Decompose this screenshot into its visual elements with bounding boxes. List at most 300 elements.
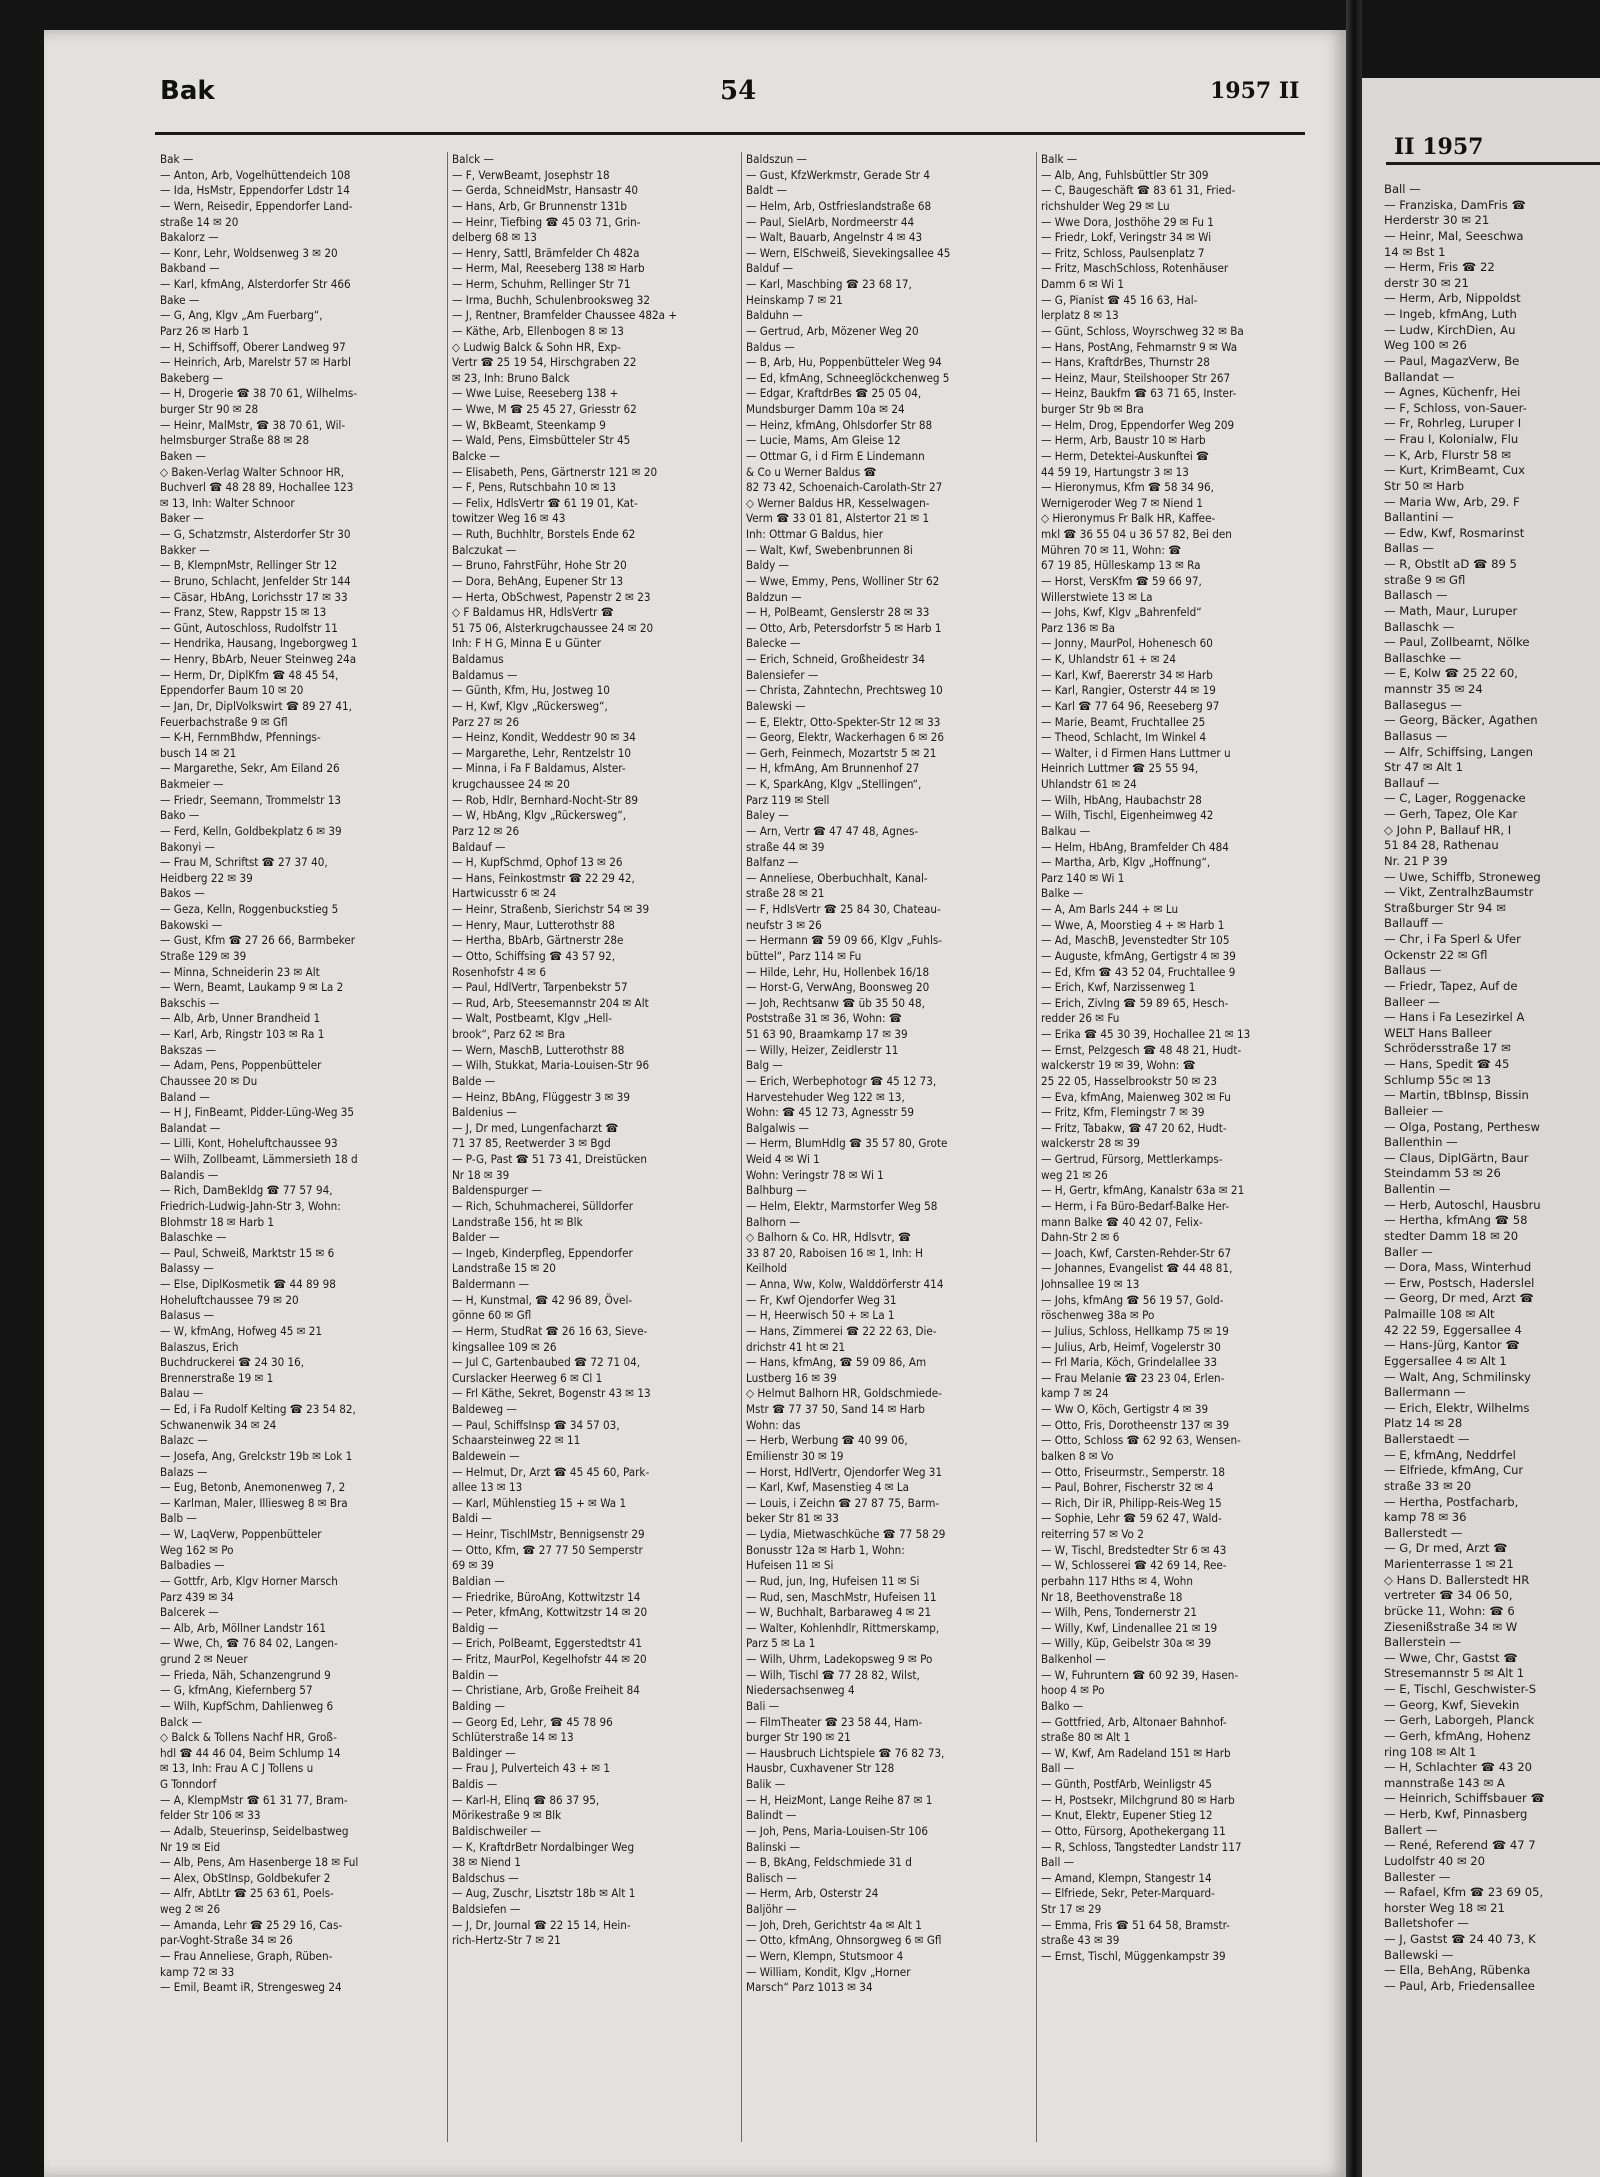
- facing-page-entry-line: Ballester —: [1384, 1869, 1451, 1884]
- directory-entry-line: — Paul, SielArb, Nordmeerstr 44: [746, 214, 915, 229]
- directory-entry-line: — Alex, ObStInsp, Goldbekufer 2: [160, 1870, 331, 1885]
- facing-page-entry-line: Balleer —: [1384, 994, 1440, 1009]
- directory-entry-line: lerplatz 8 ✉ 13: [1041, 308, 1119, 323]
- directory-entry-line: — B, KlempnMstr, Rellinger Str 12: [160, 558, 338, 573]
- directory-entry-line: — J, Rentner, Bramfelder Chaussee 482a +: [452, 308, 678, 323]
- directory-entry-line: — Anna, Ww, Kolw, Walddörferstr 414: [746, 1277, 944, 1291]
- directory-entry-line: — Fritz, MaurPol, Kegelhofstr 44 ✉ 20: [452, 1652, 647, 1666]
- directory-entry-line: Schwanenwik 34 ✉ 24: [160, 1417, 277, 1432]
- directory-entry-line: par-Voght-Straße 34 ✉ 26: [160, 1933, 293, 1948]
- facing-page-entry-line: Ballermann —: [1384, 1385, 1466, 1400]
- directory-entry-line: 44 59 19, Hartungstr 3 ✉ 13: [1041, 464, 1189, 479]
- directory-entry-line: — Amand, Klempn, Stangestr 14: [1041, 1870, 1212, 1885]
- facing-page-entry-line: — Math, Maur, Luruper: [1384, 603, 1518, 618]
- facing-page-entry-line: — K, Arb, Flurstr 58 ✉: [1384, 447, 1511, 462]
- directory-entry-line: Balasus —: [160, 1308, 215, 1323]
- directory-entry-line: Vertr ☎ 25 19 54, Hirschgraben 22: [452, 355, 637, 370]
- directory-entry-line: — Minna, i Fa F Baldamus, Alster-: [452, 761, 626, 776]
- directory-entry-line: — Wwe Luise, Reeseberg 138 +: [452, 386, 619, 401]
- directory-entry-line: — H, Kwf, Klgv „Rückersweg“,: [452, 698, 608, 713]
- directory-entry-line: Hartwicusstr 6 ✉ 24: [452, 886, 557, 901]
- directory-entry-line: — Otto, Schloss ☎ 62 92 63, Wensen-: [1041, 1433, 1241, 1448]
- directory-entry-line: Balder —: [452, 1230, 500, 1245]
- directory-entry-line: — Frau J, Pulverteich 43 + ✉ 1: [452, 1761, 611, 1776]
- directory-entry-line: — Erika ☎ 45 30 39, Hochallee 21 ✉ 13: [1041, 1027, 1251, 1041]
- directory-entry-line: — Emil, Beamt iR, Strengesweg 24: [160, 1980, 342, 1995]
- directory-entry-line: — Willy, Küp, Geibelstr 30a ✉ 39: [1041, 1636, 1212, 1651]
- directory-entry-line: — Herm, Arb, Baustr 10 ✉ Harb: [1041, 433, 1206, 448]
- directory-entry-line: — J, Dr, Journal ☎ 22 15 14, Hein-: [452, 1917, 631, 1932]
- directory-entry-line: — Hans, Zimmerei ☎ 22 22 63, Die-: [746, 1323, 937, 1338]
- directory-entry-line: — Gust, KfzWerkmstr, Gerade Str 4: [746, 167, 931, 182]
- directory-entry-line: Parz 140 ✉ Wi 1: [1041, 870, 1125, 885]
- directory-entry-line: — Else, DiplKosmetik ☎ 44 89 98: [160, 1277, 336, 1291]
- directory-entry-line: Poststraße 31 ✉ 36, Wohn: ☎: [746, 1011, 902, 1026]
- directory-entry-line: Bakonyi —: [160, 839, 215, 854]
- facing-page-entry-line: kamp 78 ✉ 36: [1384, 1510, 1467, 1525]
- directory-entry-line: — Wwe, M ☎ 25 45 27, Griesstr 62: [452, 402, 637, 416]
- directory-entry-line: — Rud, Arb, Steesemannstr 204 ✉ Alt: [452, 995, 649, 1010]
- directory-entry-line: — Herta, ObSchwest, Papenstr 2 ✉ 23: [452, 589, 651, 604]
- facing-page-entry-line: horster Weg 18 ✉ 21: [1384, 1900, 1505, 1915]
- directory-entry-line: — Gerda, SchneidMstr, Hansastr 40: [452, 183, 638, 198]
- directory-entry-line: straße 44 ✉ 39: [746, 839, 825, 854]
- directory-entry-line: büttel“, Parz 114 ✉ Fu: [746, 948, 862, 963]
- directory-entry-line: Feuerbachstraße 9 ✉ Gfl: [160, 714, 288, 729]
- directory-entry-line: — Hendrika, Hausang, Ingeborgweg 1: [160, 636, 358, 651]
- directory-entry-line: — Aug, Zuschr, Lisztstr 18b ✉ Alt 1: [452, 1886, 636, 1901]
- facing-page-entry-line: — Ludw, KirchDien, Au: [1384, 322, 1516, 337]
- directory-entry-line: Balassy —: [160, 1261, 214, 1276]
- directory-entry-line: — Frau Anneliese, Graph, Rüben-: [160, 1948, 333, 1963]
- directory-entry-line: perbahn 117 Hths ✉ 4, Wohn: [1041, 1573, 1193, 1588]
- directory-entry-line: — Herm, Schuhm, Rellinger Str 71: [452, 277, 631, 291]
- facing-page-entry-line: — Olga, Postang, Perthesw: [1384, 1119, 1540, 1134]
- directory-entry-line: burger Str 190 ✉ 21: [746, 1730, 851, 1745]
- directory-entry-line: Baldermann —: [452, 1277, 530, 1291]
- facing-page-entry-line: — Georg, Dr med, Arzt ☎: [1384, 1291, 1534, 1306]
- directory-entry-line: ◇ Hieronymus Fr Balk HR, Kaffee-: [1041, 511, 1216, 526]
- directory-entry-line: Bakband —: [160, 261, 220, 276]
- facing-page-entry-line: Str 47 ✉ Alt 1: [1384, 760, 1463, 775]
- directory-entry-line: — Hieronymus, Kfm ☎ 58 34 96,: [1041, 480, 1214, 495]
- directory-entry-line: — Otto, kfmAng, Ohnsorgweg 6 ✉ Gfl: [746, 1933, 942, 1948]
- directory-entry-line: — Wilh, HbAng, Haubachstr 28: [1041, 792, 1202, 807]
- directory-entry-line: — Minna, Schneiderin 23 ✉ Alt: [160, 964, 320, 979]
- directory-entry-line: Baldischweiler —: [452, 1823, 541, 1838]
- directory-entry-line: — Adam, Pens, Poppenbütteler: [160, 1058, 322, 1073]
- directory-entry-line: — Julius, Arb, Heimf, Vogelerstr 30: [1041, 1339, 1221, 1354]
- directory-entry-line: — Arn, Vertr ☎ 47 47 48, Agnes-: [746, 823, 919, 838]
- directory-entry-line: — K, KraftdrBetr Nordalbinger Weg: [452, 1839, 635, 1854]
- facing-page-entry-line: — Paul, Arb, Friedensallee: [1384, 1978, 1535, 1993]
- facing-page-entry-line: derstr 30 ✉ 21: [1384, 275, 1469, 290]
- directory-entry-line: ✉ 23, Inh: Bruno Balck: [452, 370, 570, 385]
- directory-entry-line: Friedrich-Ludwig-Jahn-Str 3, Wohn:: [160, 1198, 341, 1213]
- facing-page-entry-line: Ballauf —: [1384, 775, 1440, 790]
- directory-entry-line: busch 14 ✉ 21: [160, 745, 237, 760]
- directory-entry-line: Baldig —: [452, 1620, 499, 1635]
- directory-entry-line: — F, HdlsVertr ☎ 25 84 30, Chateau-: [746, 902, 941, 916]
- directory-entry-line: Straße 129 ✉ 39: [160, 948, 247, 963]
- directory-entry-line: 67 19 85, Hülleskamp 13 ✉ Ra: [1041, 558, 1201, 573]
- directory-entry-line: — Bruno, FahrstFühr, Hohe Str 20: [452, 558, 627, 573]
- directory-entry-line: Baldi —: [452, 1511, 492, 1526]
- directory-entry-line: Brennerstraße 19 ✉ 1: [160, 1370, 274, 1385]
- facing-page-entry-line: Ballaschke —: [1384, 650, 1462, 665]
- directory-entry-line: — Alb, Ang, Fuhlsbüttler Str 309: [1041, 167, 1209, 182]
- directory-entry-line: ✉ 13, Inh: Walter Schnoor: [160, 495, 295, 510]
- directory-entry-line: Balinski —: [746, 1839, 801, 1854]
- directory-entry-line: Baker —: [160, 511, 204, 526]
- directory-entry-line: — Henry, BbArb, Neuer Steinweg 24a: [160, 652, 357, 666]
- facing-page-entry-line: — Dora, Mass, Winterhud: [1384, 1260, 1532, 1275]
- directory-entry-line: Balcerek —: [160, 1605, 219, 1620]
- directory-entry-line: — Ed, i Fa Rudolf Kelting ☎ 23 54 82,: [160, 1402, 356, 1416]
- directory-entry-line: — Gottfried, Arb, Altonaer Bahnhof-: [1041, 1714, 1227, 1729]
- directory-entry-line: — Fritz, Kfm, Flemingstr 7 ✉ 39: [1041, 1105, 1205, 1120]
- directory-entry-line: beker Str 81 ✉ 33: [746, 1511, 839, 1526]
- directory-entry-line: — Otto, Fris, Dorotheenstr 137 ✉ 39: [1041, 1417, 1230, 1432]
- directory-entry-line: burger Str 9b ✉ Bra: [1041, 402, 1144, 416]
- directory-entry-line: Parz 12 ✉ 26: [452, 823, 520, 838]
- facing-page-entry-line: — Herb, Autoschl, Hausbru: [1384, 1197, 1541, 1212]
- directory-entry-line: — Walter, Kohlenhdlr, Rittmerskamp,: [746, 1620, 940, 1635]
- directory-entry-line: gönne 60 ✉ Gfl: [452, 1308, 532, 1323]
- directory-entry-line: Baldenius —: [452, 1105, 517, 1120]
- directory-entry-line: weg 2 ✉ 26: [160, 1902, 221, 1916]
- directory-entry-line: Baldus —: [746, 339, 795, 354]
- facing-page-entry-line: Ballas —: [1384, 541, 1434, 556]
- directory-entry-line: — W, HbAng, Klgv „Rückersweg“,: [452, 808, 627, 823]
- directory-entry-line: — Heinr, MalMstr, ☎ 38 70 61, Wil-: [160, 417, 346, 432]
- directory-entry-line: Balg —: [746, 1058, 783, 1073]
- directory-entry-line: Bakeberg —: [160, 370, 224, 385]
- directory-entry-line: — Frl Maria, Köch, Grindelallee 33: [1041, 1355, 1218, 1370]
- directory-entry-line: Bakalorz —: [160, 230, 219, 245]
- directory-entry-line: — Rich, Dir iR, Philipp-Reis-Weg 15: [1041, 1495, 1222, 1510]
- directory-entry-line: — Wilh, Pens, Tondernerstr 21: [1041, 1605, 1198, 1620]
- directory-entry-line: — Jan, Dr, DiplVolkswirt ☎ 89 27 41,: [160, 698, 352, 713]
- facing-page-edge: [1362, 78, 1600, 2177]
- directory-entry-line: — Hilde, Lehr, Hu, Hollenbek 16/18: [746, 964, 930, 979]
- directory-entry-line: Inh: Ottmar G Baldus, hier: [746, 527, 884, 541]
- directory-entry-line: — Irma, Buchh, Schulenbrooksweg 32: [452, 292, 650, 307]
- directory-entry-line: 82 73 42, Schoenaich-Carolath-Str 27: [746, 480, 943, 495]
- directory-entry-line: Rosenhofstr 4 ✉ 6: [452, 964, 546, 979]
- facing-page-entry-line: Marienterrasse 1 ✉ 21: [1384, 1557, 1514, 1571]
- directory-entry-line: — W, Buchhalt, Barbaraweg 4 ✉ 21: [746, 1605, 932, 1620]
- directory-entry-line: — FilmTheater ☎ 23 58 44, Ham-: [746, 1714, 923, 1729]
- directory-entry-line: — Henry, Maur, Lutterothstr 88: [452, 917, 615, 932]
- directory-entry-line: — W, LaqVerw, Poppenbütteler: [160, 1527, 322, 1541]
- directory-entry-line: röschenweg 38a ✉ Po: [1041, 1308, 1155, 1323]
- directory-entry-line: — Karl ☎ 77 64 96, Reeseberg 97: [1041, 698, 1220, 713]
- directory-entry-line: — Knut, Elektr, Eupener Stieg 12: [1041, 1808, 1213, 1823]
- facing-page-entry-line: — Erich, Elektr, Wilhelms: [1384, 1400, 1530, 1415]
- directory-entry-line: — Frau M, Schriftst ☎ 27 37 40,: [160, 855, 328, 870]
- directory-entry-line: — Friedr, Lokf, Veringstr 34 ✉ Wi: [1041, 230, 1212, 245]
- directory-entry-line: — Wilh, Tischl, Eigenheimweg 42: [1041, 808, 1214, 823]
- directory-column-2: [452, 152, 740, 2142]
- directory-entry-line: — Johs, kfmAng ☎ 56 19 57, Gold-: [1041, 1292, 1224, 1307]
- directory-entry-line: Johnsallee 19 ✉ 13: [1041, 1277, 1140, 1291]
- directory-entry-line: Balecke —: [746, 636, 801, 651]
- facing-page-entry-line: — Hertha, Postfacharb,: [1384, 1494, 1519, 1509]
- directory-entry-line: — Georg Ed, Lehr, ☎ 45 78 96: [452, 1714, 613, 1729]
- directory-entry-line: — Herm, Arb, Osterstr 24: [746, 1886, 879, 1901]
- facing-page-entry-line: — Vikt, ZentralhzBaumstr: [1384, 885, 1534, 900]
- directory-entry-line: — Frl Käthe, Sekret, Bogenstr 43 ✉ 13: [452, 1386, 651, 1401]
- facing-page-entry-line: — Claus, DiplGärtn, Baur: [1384, 1150, 1529, 1165]
- directory-entry-line: Willerstwiete 13 ✉ La: [1041, 589, 1153, 604]
- directory-entry-line: — H, Schiffsoff, Oberer Landweg 97: [160, 339, 346, 354]
- directory-entry-line: Chaussee 20 ✉ Du: [160, 1073, 258, 1088]
- directory-entry-line: Curslacker Heerweg 6 ✉ Cl 1: [452, 1370, 603, 1385]
- directory-entry-line: Baldamus: [452, 652, 504, 666]
- directory-entry-line: — Elfriede, Sekr, Peter-Marquard-: [1041, 1886, 1215, 1901]
- directory-entry-line: — Christiane, Arb, Große Freiheit 84: [452, 1683, 640, 1698]
- directory-entry-line: Bak —: [160, 152, 194, 166]
- directory-entry-line: — Karlman, Maler, Illiesweg 8 ✉ Bra: [160, 1495, 348, 1510]
- column-divider: [741, 152, 742, 2142]
- directory-entry-line: — K-H, FernmBhdw, Pfennings-: [160, 730, 321, 745]
- directory-entry-line: Baken —: [160, 448, 206, 463]
- directory-entry-line: Balduhn —: [746, 308, 803, 323]
- directory-entry-line: — Joach, Kwf, Carsten-Rehder-Str 67: [1041, 1245, 1232, 1260]
- directory-entry-line: Blohmstr 18 ✉ Harb 1: [160, 1214, 275, 1229]
- directory-entry-line: Parz 26 ✉ Harb 1: [160, 323, 249, 338]
- directory-entry-line: — Erich, Werbephotogr ☎ 45 12 73,: [746, 1073, 937, 1088]
- directory-entry-line: — W, kfmAng, Hofweg 45 ✉ 21: [160, 1323, 323, 1338]
- facing-page-entry-line: — René, Referend ☎ 47 7: [1384, 1838, 1536, 1853]
- directory-entry-line: felder Str 106 ✉ 33: [160, 1808, 261, 1823]
- directory-entry-line: Nr 18 ✉ 39: [452, 1167, 510, 1182]
- directory-entry-line: Balandat —: [160, 1120, 221, 1135]
- directory-entry-line: — Cäsar, HbAng, Lorichsstr 17 ✉ 33: [160, 589, 348, 604]
- directory-entry-line: — Horst, HdlVertr, Ojendorfer Weg 31: [746, 1464, 943, 1479]
- directory-entry-line: — Heinz, Maur, Steilshooper Str 267: [1041, 370, 1231, 385]
- facing-page-entry-line: — Herm, Fris ☎ 22: [1384, 260, 1495, 275]
- facing-page-entry-line: straße 33 ✉ 20: [1384, 1478, 1472, 1493]
- directory-entry-line: — J, Dr med, Lungenfacharzt ☎: [452, 1120, 619, 1135]
- directory-entry-line: — Heinz, Kondit, Weddestr 90 ✉ 34: [452, 730, 636, 745]
- directory-entry-line: — Auguste, kfmAng, Gertigstr 4 ✉ 39: [1041, 948, 1236, 963]
- directory-entry-line: — Johs, Kwf, Klgv „Bahrenfeld“: [1041, 605, 1202, 620]
- directory-entry-line: Balcke —: [452, 448, 500, 463]
- directory-entry-line: — H, Drogerie ☎ 38 70 61, Wilhelms-: [160, 386, 358, 401]
- directory-entry-line: delberg 68 ✉ 13: [452, 230, 537, 245]
- directory-entry-line: Mörikestraße 9 ✉ Blk: [452, 1808, 562, 1823]
- facing-page-entry-line: Ballewski —: [1384, 1947, 1454, 1962]
- directory-entry-line: — Heinz, Baukfm ☎ 63 71 65, Inster-: [1041, 386, 1237, 401]
- directory-entry-line: Balck —: [452, 152, 494, 166]
- facing-page-entry-line: Ballandat —: [1384, 369, 1455, 384]
- directory-entry-line: Balb —: [160, 1511, 197, 1526]
- directory-entry-line: Parz 136 ✉ Ba: [1041, 620, 1116, 635]
- directory-entry-line: — Bruno, Schlacht, Jenfelder Str 144: [160, 573, 351, 588]
- directory-entry-line: — Ed, kfmAng, Schneeglöckchenweg 5: [746, 370, 950, 385]
- directory-entry-line: Baldszun —: [746, 152, 807, 166]
- directory-entry-line: Heinskamp 7 ✉ 21: [746, 292, 843, 307]
- directory-entry-line: — Joh, Dreh, Gerichtstr 4a ✉ Alt 1: [746, 1917, 922, 1932]
- directory-entry-line: — H, PolBeamt, Genslerstr 28 ✉ 33: [746, 605, 930, 620]
- facing-page-entry-line: Ballerstedt —: [1384, 1525, 1463, 1540]
- directory-entry-line: allee 13 ✉ 13: [452, 1480, 523, 1495]
- directory-entry-line: Hausbr, Cuxhavener Str 128: [746, 1761, 895, 1776]
- directory-entry-line: — Günth, PostfArb, Weinligstr 45: [1041, 1777, 1212, 1791]
- directory-entry-line: kingsallee 109 ✉ 26: [452, 1339, 557, 1354]
- directory-entry-line: — Käthe, Arb, Ellenbogen 8 ✉ 13: [452, 323, 624, 338]
- directory-entry-line: — Herb, Werbung ☎ 40 99 06,: [746, 1433, 908, 1448]
- directory-entry-line: — A, KlempMstr ☎ 61 31 77, Bram-: [160, 1792, 348, 1807]
- directory-entry-line: — Paul, SchiffsInsp ☎ 34 57 03,: [452, 1417, 620, 1432]
- directory-entry-line: hoop 4 ✉ Po: [1041, 1683, 1105, 1698]
- header-rule: [155, 132, 1305, 135]
- directory-entry-line: Emilienstr 30 ✉ 19: [746, 1448, 844, 1463]
- directory-entry-line: — R, Schloss, Tangstedter Landstr 117: [1041, 1839, 1242, 1854]
- directory-entry-line: Heinrich Luttmer ☎ 25 55 94,: [1041, 761, 1199, 776]
- directory-entry-line: — Karl, Mühlenstieg 15 + ✉ Wa 1: [452, 1495, 627, 1510]
- directory-entry-line: — K, Uhlandstr 61 + ✉ 24: [1041, 652, 1177, 666]
- facing-page-entry-line: Ballasch —: [1384, 588, 1448, 603]
- directory-entry-line: & Co u Werner Baldus ☎: [746, 464, 877, 479]
- facing-page-entry-line: — Friedr, Tapez, Auf de: [1384, 978, 1518, 993]
- directory-entry-line: towitzer Weg 16 ✉ 43: [452, 511, 566, 526]
- directory-entry-line: — Ad, MaschB, Jevenstedter Str 105: [1041, 933, 1230, 948]
- directory-entry-line: — K, SparkAng, Klgv „Stellingen“,: [746, 777, 922, 791]
- directory-entry-line: — Josefa, Ang, Grelckstr 19b ✉ Lok 1: [160, 1448, 353, 1463]
- directory-entry-line: — Helm, Drog, Eppendorfer Weg 209: [1041, 417, 1235, 432]
- facing-page-entry-line: Herderstr 30 ✉ 21: [1384, 213, 1490, 228]
- directory-entry-line: Balhburg —: [746, 1183, 807, 1198]
- directory-entry-line: — Heinr, Tiefbing ☎ 45 03 71, Grin-: [452, 214, 641, 229]
- directory-entry-line: 69 ✉ 39: [452, 1558, 494, 1573]
- directory-entry-line: Weg 162 ✉ Po: [160, 1542, 234, 1557]
- directory-entry-line: Baldauf —: [452, 839, 506, 854]
- directory-entry-line: — Eva, kfmAng, Maienweg 302 ✉ Fu: [1041, 1089, 1231, 1104]
- directory-entry-line: — H, Kunstmal, ☎ 42 96 89, Övel-: [452, 1292, 633, 1307]
- facing-page-entry-line: WELT Hans Balleer: [1384, 1025, 1492, 1040]
- directory-entry-line: — F, VerwBeamt, Josephstr 18: [452, 167, 610, 182]
- directory-entry-line: — Friedr, Seemann, Trommelstr 13: [160, 792, 342, 807]
- directory-entry-line: — Amanda, Lehr ☎ 25 29 16, Cas-: [160, 1917, 343, 1932]
- page-header: [120, 68, 1310, 120]
- directory-entry-line: — Erich, Schneid, Großheidestr 34: [746, 652, 926, 666]
- facing-page-entry-line: — Agnes, Küchenfr, Hei: [1384, 385, 1521, 400]
- directory-entry-line: — G, kfmAng, Kiefernberg 57: [160, 1683, 313, 1698]
- facing-page-entry-line: — Franziska, DamFris ☎: [1384, 197, 1526, 212]
- facing-page-entry-line: ring 108 ✉ Alt 1: [1384, 1744, 1477, 1759]
- directory-entry-line: — Ottmar G, i d Firm E Lindemann: [746, 448, 925, 463]
- directory-entry-line: straße 43 ✉ 39: [1041, 1933, 1120, 1948]
- directory-entry-line: — Walt, Kwf, Swebenbrunnen 8i: [746, 542, 913, 557]
- directory-entry-line: — Karl, Kwf, Baererstr 34 ✉ Harb: [1041, 667, 1213, 682]
- directory-entry-line: — Ww O, Köch, Gertigstr 4 ✉ 39: [1041, 1402, 1209, 1416]
- facing-page-entry-line: — Ella, BehAng, Rübenka: [1384, 1963, 1531, 1978]
- directory-entry-line: Bakschis —: [160, 995, 220, 1010]
- directory-entry-line: — Wilh, KupfSchm, Dahlienweg 6: [160, 1698, 334, 1713]
- directory-entry-line: — Wern, MaschB, Lutterothstr 88: [452, 1042, 625, 1057]
- directory-entry-line: — H, kfmAng, Am Brunnenhof 27: [746, 761, 920, 776]
- directory-entry-line: — Rich, DamBekldg ☎ 77 57 94,: [160, 1183, 333, 1198]
- facing-page-entry-line: — Heinr, Mal, Seeschwa: [1384, 228, 1524, 243]
- directory-entry-line: — Margarethe, Lehr, Rentzelstr 10: [452, 745, 631, 760]
- facing-page-entry-line: Ballert —: [1384, 1822, 1438, 1837]
- directory-entry-line: Balazc —: [160, 1433, 208, 1448]
- directory-entry-line: — Henry, Sattl, Brämfelder Ch 482a: [452, 245, 640, 260]
- directory-entry-line: — Günt, Schloss, Woyrschweg 32 ✉ Ba: [1041, 323, 1244, 338]
- facing-page-entry-line: Str 50 ✉ Harb: [1384, 478, 1465, 493]
- facing-page-entry-line: — Hans-Jürg, Kantor ☎: [1384, 1338, 1520, 1353]
- facing-page-entry-line: — Walt, Ang, Schmilinsky: [1384, 1369, 1531, 1384]
- directory-entry-line: — Christa, Zahntechn, Prechtsweg 10: [746, 683, 943, 698]
- directory-entry-line: Wohn: Veringstr 78 ✉ Wi 1: [746, 1167, 884, 1182]
- directory-entry-line: Balfanz —: [746, 855, 799, 870]
- facing-page-entry-line: Schlump 55c ✉ 13: [1384, 1072, 1491, 1087]
- directory-entry-line: 33 87 20, Raboisen 16 ✉ 1, Inh: H: [746, 1245, 923, 1260]
- directory-entry-line: balken 8 ✉ Vo: [1041, 1448, 1114, 1463]
- column-divider: [1036, 152, 1037, 2142]
- directory-entry-line: — Alb, Arb, Unner Brandheid 1: [160, 1011, 321, 1026]
- directory-entry-line: — Willy, Kwf, Lindenallee 21 ✉ 19: [1041, 1620, 1218, 1635]
- facing-page-entry-line: — Gerh, Tapez, Ole Kar: [1384, 807, 1518, 821]
- directory-entry-line: Hoheluftchaussee 79 ✉ 20: [160, 1292, 299, 1307]
- directory-entry-line: — Karl, Arb, Ringstr 103 ✉ Ra 1: [160, 1027, 325, 1041]
- facing-page-entry-line: — E, Kolw ☎ 25 22 60,: [1384, 666, 1518, 681]
- directory-entry-line: Balau —: [160, 1386, 204, 1401]
- facing-page-entry-line: — J, Gastst ☎ 24 40 73, K: [1384, 1932, 1536, 1946]
- facing-page-entry-line: — Ingeb, kfmAng, Luth: [1384, 307, 1517, 321]
- directory-entry-line: Mühren 70 ✉ 11, Wohn: ☎: [1041, 542, 1182, 557]
- directory-entry-line: grund 2 ✉ Neuer: [160, 1652, 248, 1666]
- directory-entry-line: — Alfr, AbtLtr ☎ 25 63 61, Poels-: [160, 1886, 334, 1901]
- directory-entry-line: Balazs —: [160, 1464, 208, 1479]
- directory-entry-line: — Herm, Mal, Reeseberg 138 ✉ Harb: [452, 261, 645, 276]
- facing-page-entry-line: ◇ Hans D. Ballerstedt HR: [1384, 1572, 1530, 1587]
- directory-entry-line: — Gottfr, Arb, Klgv Horner Marsch: [160, 1573, 338, 1588]
- directory-entry-line: Dahn-Str 2 ✉ 6: [1041, 1230, 1120, 1245]
- directory-entry-line: — Edgar, KraftdrBes ☎ 25 05 04,: [746, 386, 922, 401]
- directory-entry-line: — Eug, Betonb, Anemonenweg 7, 2: [160, 1480, 346, 1495]
- directory-entry-line: — Adalb, Steuerinsp, Seidelbastweg: [160, 1823, 349, 1838]
- directory-entry-line: Schaarsteinweg 22 ✉ 11: [452, 1433, 581, 1448]
- directory-entry-line: — Frau Melanie ☎ 23 23 04, Erlen-: [1041, 1370, 1225, 1385]
- directory-entry-line: Lustberg 16 ✉ 39: [746, 1370, 837, 1385]
- directory-entry-line: — Konr, Lehr, Woldsenweg 3 ✉ 20: [160, 245, 338, 260]
- directory-entry-line: — H, KupfSchmd, Ophof 13 ✉ 26: [452, 855, 623, 870]
- directory-entry-line: — Wwe, Emmy, Pens, Wolliner Str 62: [746, 573, 940, 588]
- facing-page-entry-line: — Fr, Rohrleg, Luruper I: [1384, 416, 1522, 431]
- directory-entry-line: ◇ Werner Baldus HR, Kesselwagen-: [746, 495, 930, 510]
- directory-entry-line: — Hans, PostAng, Fehmarnstr 9 ✉ Wa: [1041, 339, 1238, 354]
- directory-entry-line: — Franz, Stew, Rappstr 15 ✉ 13: [160, 605, 327, 620]
- directory-entry-line: — Walt, Bauarb, Angelnstr 4 ✉ 43: [746, 230, 923, 245]
- facing-page-entry-line: Ballasus —: [1384, 728, 1448, 743]
- facing-page-rule: [1386, 162, 1600, 165]
- facing-page-entry-line: 51 84 28, Rathenau: [1384, 838, 1499, 853]
- facing-page-entry-line: — Elfriede, kfmAng, Cur: [1384, 1463, 1524, 1478]
- directory-entry-line: — Otto, Fürsorg, Apothekergang 11: [1041, 1823, 1226, 1838]
- directory-entry-line: helmsburger Straße 88 ✉ 28: [160, 433, 310, 448]
- directory-entry-line: straße 14 ✉ 20: [160, 214, 239, 229]
- directory-entry-line: mann Balke ☎ 40 42 07, Felix-: [1041, 1214, 1203, 1229]
- facing-page-entry-line: — Erw, Postsch, Haderslel: [1384, 1275, 1535, 1290]
- facing-page-entry-line: Ballaus —: [1384, 963, 1442, 978]
- directory-entry-line: — Wald, Pens, Eimsbütteler Str 45: [452, 433, 631, 448]
- directory-entry-line: weg 21 ✉ 26: [1041, 1167, 1108, 1182]
- facing-page-entry-line: Platz 14 ✉ 28: [1384, 1416, 1463, 1431]
